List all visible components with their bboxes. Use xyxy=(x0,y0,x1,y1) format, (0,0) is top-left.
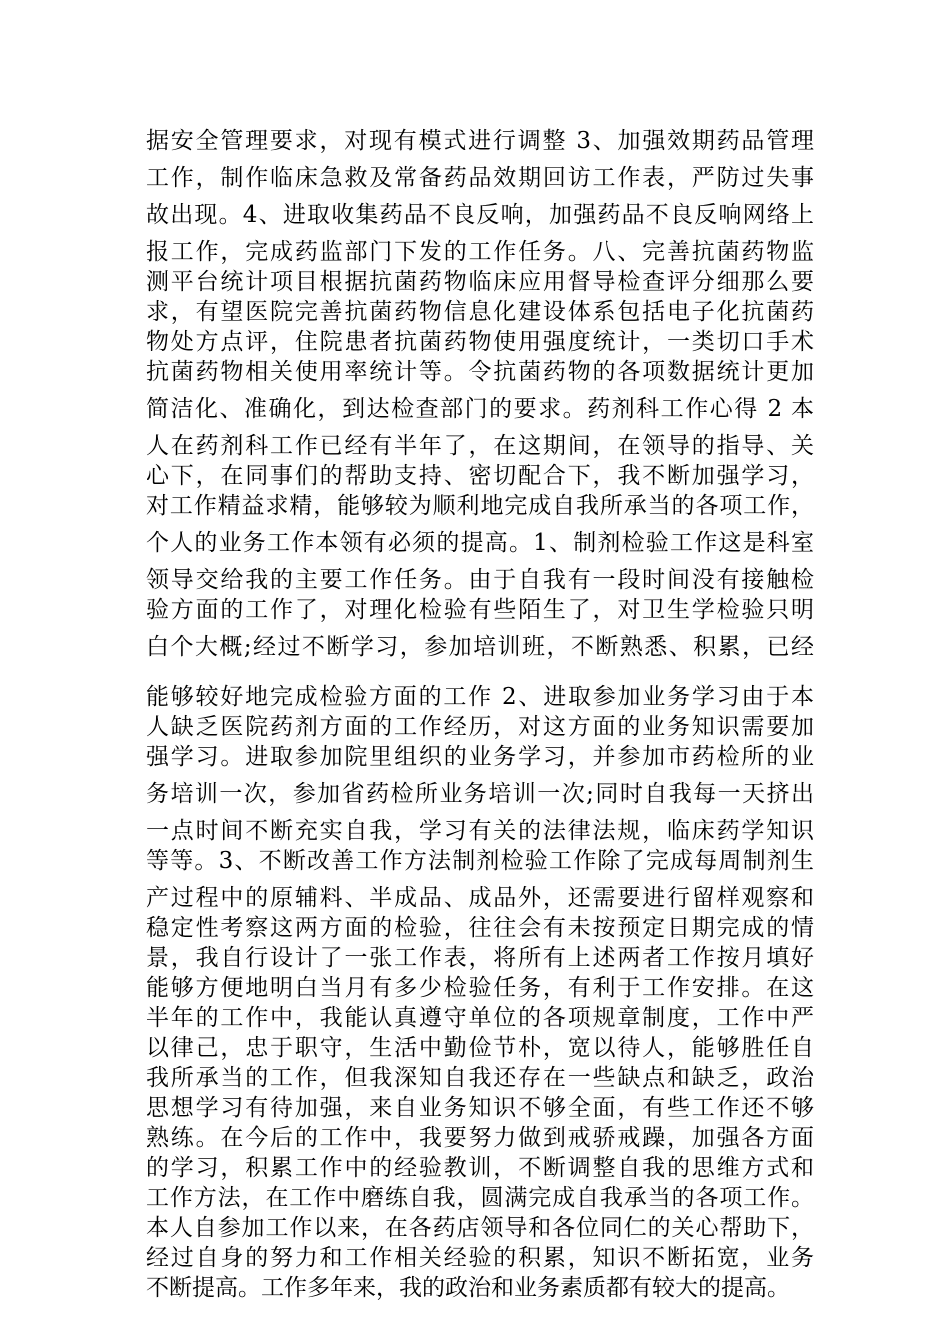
text-line: 能够较好地完成检验方面的工作 2、进取参加业务学习由于本 xyxy=(146,684,814,710)
text-line: 等等。3、不断改善工作方法制剂检验工作除了完成每周制剂生 xyxy=(146,848,814,874)
text-line: 个人的业务工作本领有必须的提高。1、制剂检验工作这是科室 xyxy=(146,530,814,556)
text-line: 强学习。进取参加院里组织的业务学习，并参加市药检所的业 xyxy=(146,744,814,770)
text-line: 工作，制作临床急救及常备药品效期回访工作表，严防过失事 xyxy=(146,165,814,191)
text-line: 物处方点评，住院患者抗菌药物使用强度统计，一类切口手术 xyxy=(146,329,814,355)
text-line: 人在药剂科工作已经有半年了，在这期间，在领导的指导、关 xyxy=(146,433,814,459)
text-line: 报工作，完成药监部门下发的工作任务。八、完善抗菌药物监 xyxy=(146,239,814,265)
text-line: 抗菌药物相关使用率统计等。令抗菌药物的各项数据统计更加 xyxy=(146,359,814,385)
text-line: 能够方便地明白当月有多少检验任务，有利于工作安排。在这 xyxy=(146,975,814,1001)
text-line: 以律己，忠于职守，生活中勤俭节朴，宽以待人，能够胜任自 xyxy=(146,1035,814,1061)
text-line: 验方面的工作了，对理化检验有些陌生了，对卫生学检验只明 xyxy=(146,597,814,623)
text-line: 经过自身的努力和工作相关经验的积累，知识不断拓宽，业务 xyxy=(146,1245,814,1271)
text-line: 务培训一次，参加省药检所业务培训一次;同时自我每一天挤出 xyxy=(146,781,814,807)
text-line: 本人自参加工作以来，在各药店领导和各位同仁的关心帮助下， xyxy=(146,1215,814,1241)
text-line: 据安全管理要求，对现有模式进行调整 3、加强效期药品管理 xyxy=(146,128,814,154)
body-text xyxy=(146,126,814,1303)
text-line: 白个大概;经过不断学习，参加培训班，不断熟悉、积累，已经 xyxy=(146,634,814,660)
text-line: 稳定性考察这两方面的检验，往往会有未按预定日期完成的情 xyxy=(146,915,814,941)
text-line: 简洁化、准确化，到达检查部门的要求。药剂科工作心得 2 本 xyxy=(146,396,814,422)
text-line: 故出现。4、进取收集药品不良反响，加强药品不良反响网络上 xyxy=(146,202,814,228)
text-line: 求，有望医院完善抗菌药物信息化建设体系包括电子化抗菌药 xyxy=(146,299,814,325)
text-line: 工作方法，在工作中磨练自我，圆满完成自我承当的各项工作。 xyxy=(146,1185,814,1211)
text-line: 产过程中的原辅料、半成品、成品外，还需要进行留样观察和 xyxy=(146,885,814,911)
text-line: 不断提高。工作多年来，我的政治和业务素质都有较大的提高。 xyxy=(146,1275,790,1301)
text-line: 我所承当的工作，但我深知自我还存在一些缺点和缺乏，政治 xyxy=(146,1065,814,1091)
text-line: 对工作精益求精，能够较为顺利地完成自我所承当的各项工作， xyxy=(146,493,814,519)
text-line: 熟练。在今后的工作中，我要努力做到戒骄戒躁，加强各方面 xyxy=(146,1125,814,1151)
text-line: 人缺乏医院药剂方面的工作经历，对这方面的业务知识需要加 xyxy=(146,714,814,740)
text-line: 半年的工作中，我能认真遵守单位的各项规章制度，工作中严 xyxy=(146,1005,814,1031)
text-line: 一点时间不断充实自我，学习有关的法律法规，临床药学知识 xyxy=(146,818,814,844)
text-line: 心下，在同事们的帮助支持、密切配合下，我不断加强学习， xyxy=(146,463,814,489)
text-line: 景，我自行设计了一张工作表，将所有上述两者工作按月填好 xyxy=(146,945,814,971)
text-line: 测平台统计项目根据抗菌药物临床应用督导检查评分细那么要 xyxy=(146,269,814,295)
text-line: 思想学习有待加强，来自业务知识不够全面，有些工作还不够 xyxy=(146,1095,814,1121)
text-line: 的学习，积累工作中的经验教训，不断调整自我的思维方式和 xyxy=(146,1155,814,1181)
text-line: 领导交给我的主要工作任务。由于自我有一段时间没有接触检 xyxy=(146,567,814,593)
